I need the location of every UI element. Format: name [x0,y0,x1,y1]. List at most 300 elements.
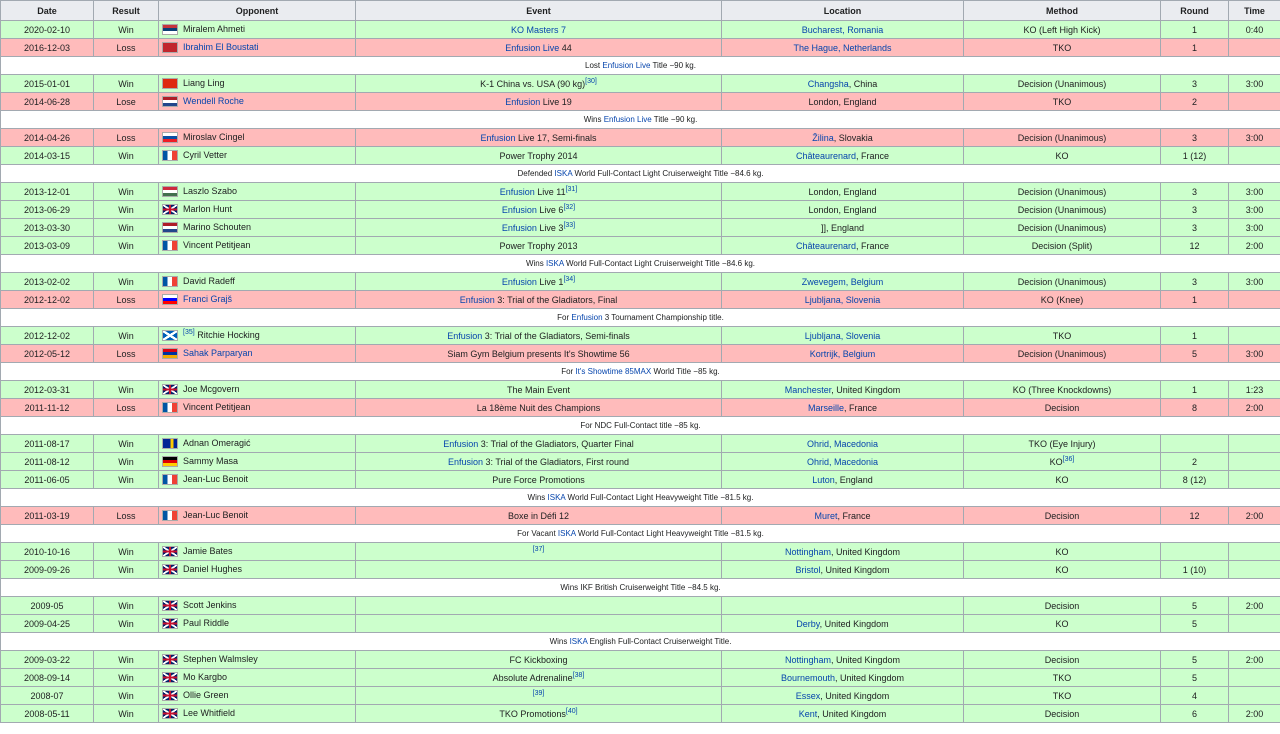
table-row [1,201,1280,219]
citation-link[interactable]: [37] [532,545,545,553]
event-cell [356,129,722,147]
title-note-row [1,255,1280,273]
location-link[interactable]: Ohrid, Macedonia [806,438,879,449]
method-text: Decision [1044,654,1080,665]
event-link[interactable]: Enfusion [447,330,483,341]
opponent-cell [159,39,356,57]
opponent-cell [159,705,356,723]
method-text: KO [1055,150,1069,161]
opponent-cell [159,597,356,615]
method-cell [964,219,1161,237]
result-cell: Win [94,21,159,39]
method-text: TKO [1052,690,1072,701]
time-cell: 2:00 [1229,399,1280,417]
date-cell: 2010-10-16 [1,543,94,561]
note-text: Wins [527,493,548,502]
method-text: TKO (Eye Injury) [1028,438,1096,449]
method-text: KO (Knee) [1040,294,1084,305]
event-cell [356,39,722,57]
time-cell [1229,93,1280,111]
opponent-cell [159,435,356,453]
table-header-row [1,1,1280,21]
location-link[interactable]: Châteaurenard [795,150,857,161]
event-link[interactable]: Enfusion [505,96,541,107]
table-row [1,39,1280,57]
note-link[interactable]: ISKA [554,169,573,178]
time-cell [1229,435,1280,453]
event-cell [356,597,722,615]
col-header-round[interactable]: Round [1161,1,1229,21]
location-link[interactable]: Kent [798,708,818,719]
title-note [1,111,1280,129]
result-cell: Loss [94,399,159,417]
time-cell: 2:00 [1229,651,1280,669]
title-note-row [1,633,1280,651]
method-text: KO (Three Knockdowns) [1012,384,1112,395]
opponent-name: Adnan Omeragić [183,437,251,448]
opponent-name: Scott Jenkins [183,599,237,610]
method-text: Decision (Unanimous) [1017,204,1107,215]
time-cell: 0:40 [1229,21,1280,39]
location-link[interactable]: Ohrid, Macedonia [806,456,879,467]
opponent-cell [159,291,356,309]
note-text: World Title −85 kg. [651,367,720,376]
method-text: KO (Left High Kick) [1023,24,1101,35]
location-cell [722,561,964,579]
opponent-cell [159,21,356,39]
round-cell: 12 [1161,237,1229,255]
col-header-event[interactable]: Event [356,1,722,21]
result-cell: Win [94,651,159,669]
title-note-row [1,525,1280,543]
time-cell [1229,291,1280,309]
opponent-name: Cyril Vetter [183,149,228,160]
result-cell: Win [94,453,159,471]
col-header-time[interactable]: Time [1229,1,1280,21]
armenia-flag [162,348,178,359]
table-row [1,471,1280,489]
result-cell: Loss [94,507,159,525]
event-cell [356,471,722,489]
location-cell [722,345,964,363]
round-cell: 5 [1161,345,1229,363]
location-cell [722,687,964,705]
location-cell [722,93,964,111]
location-cell [722,543,964,561]
method-cell [964,39,1161,57]
method-cell [964,705,1161,723]
method-cell [964,21,1161,39]
slovakia-flag [162,132,178,143]
date-cell: 2011-06-05 [1,471,94,489]
uk-flag [162,690,178,701]
note-text: Title −90 kg. [651,115,698,124]
france-flag [162,240,178,251]
date-cell: 2014-04-26 [1,129,94,147]
title-note [1,417,1280,435]
event-cell [356,327,722,345]
scotland-flag [162,330,178,341]
france-flag [162,510,178,521]
event-cell [356,381,722,399]
method-cell [964,615,1161,633]
round-cell: 12 [1161,507,1229,525]
table-row [1,705,1280,723]
location-link[interactable]: Muret [814,510,838,521]
result-cell: Win [94,327,159,345]
note-link[interactable]: Enfusion Live [603,115,652,124]
table-row [1,147,1280,165]
event-link[interactable]: Enfusion [480,132,516,143]
date-cell: 2013-06-29 [1,201,94,219]
result-cell: Win [94,381,159,399]
location-cell [722,75,964,93]
method-cell [964,435,1161,453]
france-flag [162,402,178,413]
time-cell [1229,669,1280,687]
result-cell: Win [94,471,159,489]
opponent-cell [159,615,356,633]
method-text: KO [1055,546,1069,557]
title-note [1,57,1280,75]
time-cell: 3:00 [1229,273,1280,291]
opponent-name: Stephen Walmsley [183,653,258,664]
event-cell [356,75,722,93]
opponent-cell [159,651,356,669]
method-text: Decision (Unanimous) [1017,276,1107,287]
location-cell [722,615,964,633]
title-note-row [1,309,1280,327]
result-cell: Win [94,705,159,723]
note-link[interactable]: ISKA [547,493,566,502]
opponent-name: Mo Kargbo [183,671,228,682]
event-cell [356,705,722,723]
event-cell [356,615,722,633]
method-text: KO [1049,456,1063,467]
round-cell: 5 [1161,615,1229,633]
opponent-cell [159,219,356,237]
result-cell: Win [94,561,159,579]
opponent-name[interactable]: Franci Grajš [183,293,233,304]
location-link[interactable]: Châteaurenard [795,240,857,251]
result-cell: Loss [94,39,159,57]
date-cell: 2008-09-14 [1,669,94,687]
event-link[interactable]: Enfusion [501,276,537,287]
note-text: World Full-Contact Light Cruiserweight Title −84.6 kg. [563,259,756,268]
opponent-name: Daniel Hughes [183,563,243,574]
event-cell [356,201,722,219]
method-cell [964,291,1161,309]
location-text: ]], England [820,222,865,233]
result-cell: Win [94,669,159,687]
event-cell [356,93,722,111]
time-cell [1229,561,1280,579]
location-link[interactable]: Bristol [795,564,821,575]
opponent-name[interactable]: Ibrahim El Boustati [183,41,259,52]
location-link[interactable]: Marseille [807,402,844,413]
location-link[interactable]: Kortrijk, Belgium [809,348,876,359]
method-text: Decision [1044,708,1080,719]
citation-link[interactable]: [33] [563,221,576,229]
location-cell [722,471,964,489]
round-cell: 6 [1161,705,1229,723]
round-cell: 1 [1161,291,1229,309]
method-cell [964,453,1161,471]
location-link[interactable]: Ljubljana, Slovenia [804,294,881,305]
location-link[interactable]: Žilina [812,132,834,143]
note-text: Lost [585,61,603,70]
location-cell [722,435,964,453]
note-text: World Full-Contact Light Heavyweight Title −81.5 kg. [575,529,764,538]
opponent-cell [159,453,356,471]
event-cell [356,435,722,453]
round-cell: 3 [1161,183,1229,201]
col-header-date[interactable]: Date [1,1,94,21]
result-cell: Win [94,219,159,237]
location-text: , England [834,474,873,485]
note-text: Wins IKF British Cruiserweight Title −84.5 kg. [560,583,721,592]
citation-link[interactable]: [34] [563,275,576,283]
uk-flag [162,708,178,719]
date-cell: 2014-03-15 [1,147,94,165]
title-note-row [1,363,1280,381]
note-link[interactable]: Enfusion Live [602,61,651,70]
note-link[interactable]: Enfusion [571,313,603,322]
location-cell [722,705,964,723]
time-cell [1229,687,1280,705]
table-row [1,129,1280,147]
slovenia-flag [162,294,178,305]
table-row [1,507,1280,525]
result-cell: Win [94,543,159,561]
date-cell: 2009-09-26 [1,561,94,579]
table-row [1,453,1280,471]
method-cell [964,327,1161,345]
event-text: Live 17, Semi-finals [515,132,597,143]
event-text: La 18ème Nuit des Champions [476,402,601,413]
citation-link[interactable]: [31] [565,185,578,193]
citation-link[interactable]: [39] [532,689,545,697]
location-cell [722,651,964,669]
method-cell [964,201,1161,219]
location-link[interactable]: Nottingham [784,654,831,665]
date-cell: 2016-12-03 [1,39,94,57]
uk-flag [162,654,178,665]
method-cell [964,597,1161,615]
location-cell [722,21,964,39]
location-text: , United Kingdom [830,654,901,665]
china-flag [162,78,178,89]
opponent-name: Marlon Hunt [183,203,233,214]
round-cell: 3 [1161,75,1229,93]
table-row [1,543,1280,561]
round-cell: 1 [1161,381,1229,399]
event-text: Power Trophy 2014 [499,150,578,161]
location-link[interactable]: Luton [812,474,835,485]
event-text: Live 6 [536,204,564,215]
location-link[interactable]: Zwevegem, Belgium [801,276,884,287]
citation-link[interactable]: [40] [565,707,578,715]
result-cell: Loss [94,291,159,309]
date-cell: 2013-02-02 [1,273,94,291]
note-link[interactable]: ISKA [545,259,564,268]
method-text: Decision (Unanimous) [1017,348,1107,359]
table-row [1,291,1280,309]
date-cell: 2013-12-01 [1,183,94,201]
event-link[interactable]: Enfusion [499,186,535,197]
opponent-name[interactable]: Sahak Parparyan [183,347,253,358]
event-text: Absolute Adrenaline [492,672,573,683]
method-cell [964,183,1161,201]
location-text: , China [848,78,878,89]
event-cell [356,219,722,237]
time-cell [1229,39,1280,57]
location-cell [722,273,964,291]
location-link[interactable]: Bournemouth [780,672,835,683]
table-row [1,183,1280,201]
table-row [1,219,1280,237]
title-note [1,489,1280,507]
opponent-cell [159,273,356,291]
table-row [1,651,1280,669]
location-cell [722,669,964,687]
date-cell: 2009-03-22 [1,651,94,669]
method-text: Decision [1044,402,1080,413]
event-link[interactable]: Enfusion [501,222,537,233]
date-cell: 2011-03-19 [1,507,94,525]
location-text: , United Kingdom [817,708,887,719]
event-text: 44 [559,42,572,53]
date-cell: 2020-02-10 [1,21,94,39]
event-link[interactable]: Enfusion Live [505,42,560,53]
citation-link[interactable]: [30] [585,77,597,85]
france-flag [162,150,178,161]
col-header-method[interactable]: Method [964,1,1161,21]
round-cell [1161,543,1229,561]
location-text: , France [837,510,871,521]
location-link[interactable]: Essex [795,690,821,701]
method-cell [964,471,1161,489]
uk-flag [162,204,178,215]
note-text: Wins [549,637,570,646]
result-cell: Win [94,183,159,201]
table-row [1,381,1280,399]
uk-flag [162,564,178,575]
method-cell [964,345,1161,363]
round-cell: 3 [1161,219,1229,237]
date-cell: 2012-03-31 [1,381,94,399]
opponent-cell [159,183,356,201]
note-text: Wins [525,259,546,268]
citation-link[interactable]: [35] [183,328,195,336]
location-cell [722,39,964,57]
event-cell [356,21,722,39]
table-row [1,237,1280,255]
location-link[interactable]: Derby [796,618,820,629]
event-link[interactable]: Enfusion [443,438,479,449]
round-cell: 3 [1161,201,1229,219]
note-link[interactable]: It's Showtime 85MAX [575,367,652,376]
title-note-row [1,579,1280,597]
round-cell: 1 [1161,21,1229,39]
method-cell [964,543,1161,561]
event-link[interactable]: Enfusion [447,456,483,467]
time-cell [1229,615,1280,633]
note-link[interactable]: ISKA [557,529,576,538]
citation-link[interactable]: [36] [1062,455,1075,463]
location-cell [722,453,964,471]
location-cell [722,327,964,345]
method-text: TKO [1052,672,1072,683]
location-link[interactable]: The Hague, Netherlands [793,42,892,53]
round-cell: 3 [1161,129,1229,147]
opponent-name[interactable]: Wendell Roche [183,95,244,106]
table-row [1,345,1280,363]
title-note-row [1,111,1280,129]
event-link[interactable]: Enfusion [459,294,495,305]
opponent-cell [159,561,356,579]
opponent-name: Jamie Bates [183,545,233,556]
note-link[interactable]: ISKA [569,637,588,646]
citation-link[interactable]: [38] [572,671,585,679]
time-cell [1229,147,1280,165]
title-note-row [1,165,1280,183]
result-cell: Win [94,273,159,291]
opponent-cell [159,669,356,687]
result-cell: Win [94,615,159,633]
location-link[interactable]: Manchester [784,384,832,395]
location-link[interactable]: Nottingham [784,546,831,557]
opponent-cell [159,93,356,111]
citation-link[interactable]: [32] [563,203,576,211]
location-link[interactable]: Changsha [807,78,849,89]
col-header-opponent[interactable]: Opponent [159,1,356,21]
note-text: Wins [583,115,604,124]
date-cell: 2013-03-09 [1,237,94,255]
method-cell [964,75,1161,93]
event-text: K-1 China vs. USA (90 kg) [480,78,586,89]
table-row [1,399,1280,417]
title-note [1,165,1280,183]
opponent-cell [159,75,356,93]
time-cell: 3:00 [1229,75,1280,93]
method-text: Decision (Unanimous) [1017,222,1107,233]
method-cell [964,507,1161,525]
opponent-cell [159,381,356,399]
col-header-result[interactable]: Result [94,1,159,21]
hungary-flag [162,186,178,197]
title-note-row [1,489,1280,507]
col-header-location[interactable]: Location [722,1,964,21]
time-cell: 3:00 [1229,183,1280,201]
method-text: Decision [1044,510,1080,521]
table-row [1,669,1280,687]
location-text: London, England [808,204,877,215]
opponent-cell [159,237,356,255]
event-link[interactable]: KO Masters 7 [510,24,566,35]
opponent-name: Miroslav Cingel [183,131,245,142]
location-link[interactable]: Ljubljana, Slovenia [804,330,881,341]
result-cell: Win [94,147,159,165]
event-link[interactable]: Enfusion [501,204,537,215]
event-cell [356,237,722,255]
round-cell: 5 [1161,597,1229,615]
uk-flag [162,384,178,395]
time-cell: 2:00 [1229,507,1280,525]
location-link[interactable]: Bucharest, Romania [801,24,884,35]
opponent-name: Lee Whitfield [183,707,236,718]
title-note [1,309,1280,327]
